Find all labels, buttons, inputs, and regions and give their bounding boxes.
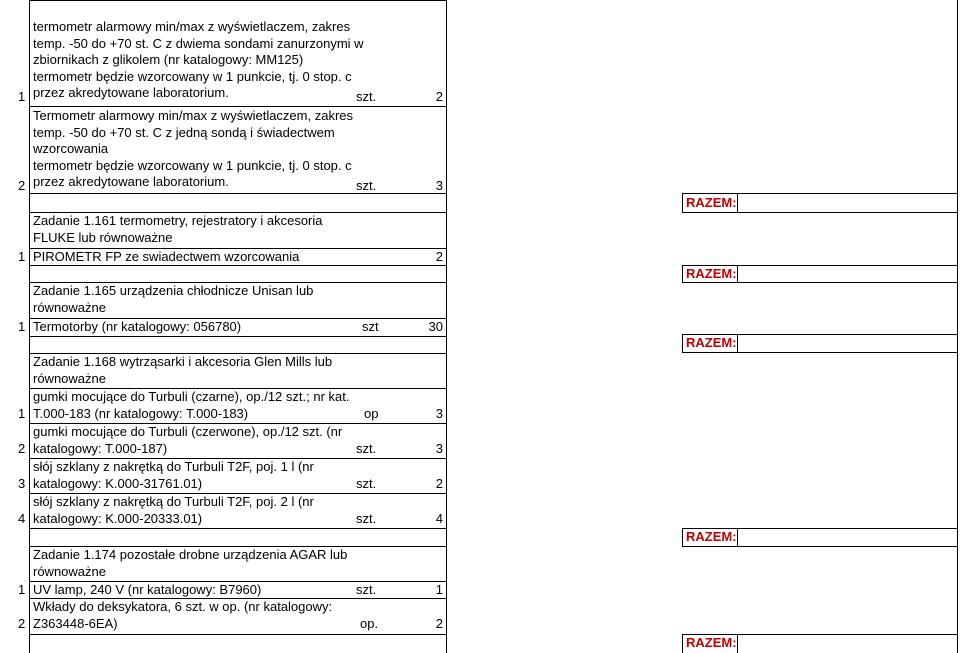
item-description [33, 108, 353, 191]
item-unit: op. [360, 616, 379, 631]
description-line: słój szklany z nakrętką do Turbuli T2F, poj. 2 l (nr [33, 494, 314, 509]
item-description: Termotorby (nr katalogowy: 056780) [33, 319, 242, 334]
grid-line [29, 634, 447, 635]
item-description [33, 19, 364, 102]
item-description [33, 424, 342, 457]
grid-line [682, 193, 683, 213]
grid-line [682, 265, 683, 283]
item-quantity: 1 [435, 582, 443, 597]
task-title-line: FLUKE lub równoważne [33, 229, 173, 245]
grid-line [737, 193, 738, 213]
grid-line [29, 336, 447, 337]
grid-line [682, 352, 958, 353]
item-unit: szt [362, 319, 379, 334]
item-quantity: 2 [435, 89, 443, 104]
description-line: przez akredytowane laboratorium. [33, 85, 229, 100]
item-number: 1 [18, 319, 26, 334]
razem-label: RAZEM: [686, 635, 737, 650]
grid-line [737, 265, 738, 283]
grid-line [682, 528, 683, 546]
description-line: termometr będzie wzorcowany w 1 punkcie, tj. 0 stop. c [33, 157, 352, 173]
description-line: termometr będzie wzorcowany w 1 punkcie, tj. 0 stop. c [33, 68, 352, 84]
description-line: zbiornikach z glikolem (nr katalogowy: MM125) [33, 52, 304, 67]
item-number: 3 [18, 476, 26, 491]
grid-line [737, 634, 738, 653]
item-quantity: 4 [435, 511, 443, 526]
item-number: 1 [18, 89, 26, 104]
item-number: 1 [18, 249, 26, 264]
description-line: wzorcowania [33, 141, 109, 156]
description-line: gumki mocujące do Turbuli (czerwone), op./12 szt. (nr [33, 424, 343, 439]
item-description [33, 389, 349, 422]
task-header [33, 354, 332, 387]
description-line: Z363448-6EA) [33, 615, 118, 631]
item-number: 2 [18, 178, 26, 193]
item-unit: szt. [356, 441, 377, 456]
razem-label: RAZEM: [686, 195, 737, 210]
item-unit: szt. [356, 582, 377, 597]
task-header [33, 283, 313, 316]
grid-line [682, 212, 958, 213]
description-line: słój szklany z nakrętką do Turbuli T2F, poj. 1 l (nr [33, 459, 314, 474]
item-unit: szt. [356, 89, 377, 104]
item-quantity: 2 [435, 476, 443, 491]
task-title-line: równoważne [33, 299, 106, 315]
grid-line [29, 528, 447, 529]
task-title-line: równoważne [33, 563, 106, 579]
razem-label: RAZEM: [686, 335, 737, 350]
description-line: katalogowy: K.000-20333.01) [33, 510, 203, 526]
grid-line [29, 193, 447, 194]
description-line: Termometr alarmowy min/max z wyświetlaczem, zakres [33, 108, 354, 123]
description-line: temp. -50 do +70 st. C z dwiema sondami zanurzonymi w [33, 35, 364, 51]
item-description [33, 599, 332, 632]
task-title-line: Zadanie 1.161 termometry, rejestratory i akcesoria [33, 213, 323, 228]
description-line: termometr alarmowy min/max z wyświetlaczem, zakres [33, 19, 351, 34]
grid-line [682, 193, 958, 194]
item-unit: szt. [356, 511, 377, 526]
grid-line [29, 0, 447, 1]
description-line: gumki mocujące do Turbuli (czarne), op./12 szt.; nr kat. [33, 389, 350, 404]
item-number: 2 [18, 616, 26, 631]
grid-line [29, 0, 30, 653]
grid-line [737, 334, 738, 352]
grid-line [957, 0, 958, 653]
item-number: 4 [18, 511, 26, 526]
task-title-line: Zadanie 1.174 pozostałe drobne urządzenia AGAR lub [33, 547, 348, 562]
task-header [33, 213, 323, 246]
item-number: 2 [18, 441, 26, 456]
grid-line [682, 334, 683, 352]
razem-label: RAZEM: [686, 529, 737, 544]
item-description: UV lamp, 240 V (nr katalogowy: B7960) [33, 582, 262, 597]
item-quantity: 3 [435, 406, 443, 421]
grid-line [682, 546, 958, 547]
task-header [33, 547, 347, 580]
grid-line [29, 106, 447, 107]
item-quantity: 2 [435, 249, 443, 264]
item-number: 1 [18, 582, 26, 597]
description-line: temp. -50 do +70 st. C z jedną sondą i świadectwem [33, 124, 335, 140]
item-description [33, 459, 314, 492]
description-line: Wkłady do deksykatora, 6 szt. w op. (nr katalogowy: [33, 599, 333, 614]
description-line: katalogowy: K.000-31761.01) [33, 475, 203, 491]
item-unit: op [364, 406, 379, 421]
item-unit: szt. [356, 476, 377, 491]
item-quantity: 2 [435, 616, 443, 631]
item-description [33, 494, 314, 527]
item-description: PIROMETR FP ze swiadectwem wzorcowania [33, 249, 300, 264]
item-quantity: 3 [435, 178, 443, 193]
description-line: katalogowy: T.000-187) [33, 440, 168, 456]
description-line: przez akredytowane laboratorium. [33, 174, 229, 189]
description-line: T.000-183 (nr katalogowy: T.000-183) [33, 405, 249, 421]
task-title-line: Zadanie 1.165 urządzenia chłodnicze Unisan lub [33, 283, 314, 298]
item-unit: szt. [356, 178, 377, 193]
grid-line [737, 528, 738, 546]
item-quantity: 30 [428, 319, 443, 334]
item-number: 1 [18, 406, 26, 421]
task-title-line: Zadanie 1.168 wytrząsarki i akcesoria Glen Mills lub [33, 354, 333, 369]
grid-line [682, 634, 683, 653]
item-quantity: 3 [435, 441, 443, 456]
grid-line [446, 0, 447, 653]
task-title-line: równoważne [33, 370, 106, 386]
razem-label: RAZEM: [686, 266, 737, 281]
